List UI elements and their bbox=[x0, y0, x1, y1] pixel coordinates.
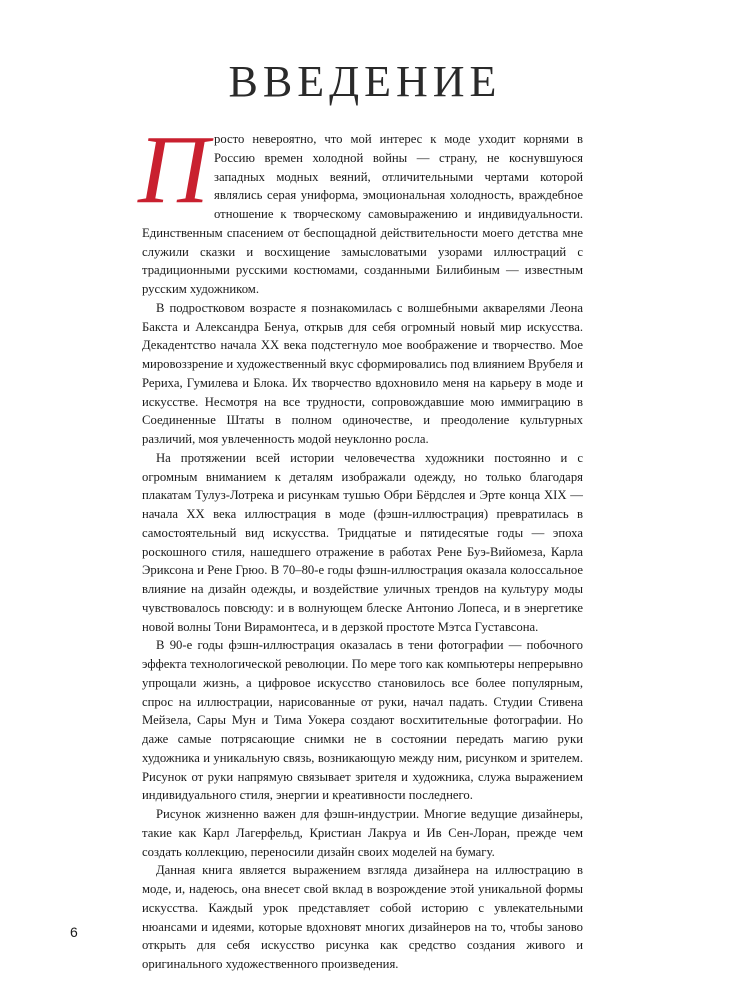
paragraph-4: В 90-е годы фэшн-иллюстрация оказалась в тени фотографии — побочного эффекта технологической революции. По мере того как компьютеры непрерывно упрощали жизнь, а цифровое искусство становилось все более популярным, спрос на иллюстрации, нарисованные от руки, начал падать. Студии Стивена Мейзела, Сары Мун и Тима Уокера создают восхитительные фотографии. Но даже самые потрясающие снимки не в состоянии передать магию руки художника и уникальную связь, возникающую между ним, рисунком и зрителем. Рисунок от руки напрямую связывает зрителя и художника, служа выражением индивидуального стиля, энергии и креативности последнего. bbox=[142, 638, 583, 803]
paragraph-3: На протяжении всей истории человечества художники постоянно и с огромным вниманием к деталям изображали одежду, но только благодаря плакатам Тулуз-Лотрека и рисункам тушью Обри Бёрдслея и Эрте конца XIX — начала XX века иллюстрация в моде (фэшн-иллюстрация) превратилась в самостоятельный вид искусства. Тридцатые и пятидесятые годы — эпоха роскошного стиля, нашедшего отражение в работах Рене Буэ-Вийомеза, Карла Эриксона и Рене Грюо. В 70–80-е годы фэшн-иллюстрация оказала колоссальное влияние на дизайн одежды, и воздействие уличных трендов на культуру моды чувствовалось повсюду: и в волнующем блеске Антонио Лопеса, и в энергетике новой волны Тони Вирамонтеса, и в дерзкой простоте Мэтса Густавсона. bbox=[142, 450, 583, 634]
paragraph-1 bbox=[138, 116, 583, 299]
paragraph-5: Рисунок жизненно важен для фэшн-индустрии. Многие ведущие дизайнеры, такие как Карл Лагерфельд, Кристиан Лакруа и Ив Сен-Лоран, прежде чем создать коллекцию, переносили дизайн своих моделей на бумагу. bbox=[142, 807, 583, 859]
paragraph-6: Данная книга является выражением взгляда дизайнера на иллюстрацию в моде, и, надеюсь, она внесет свой вклад в возрождение этой уникальной формы искусства. Каждый урок представляет собой историю с увлекательными нюансами и идеями, которые вдохновят многих дизайнеров на то, чтобы заново открыть для себя искусство рисунка как средство создания живого и оригинального художественного произведения. bbox=[142, 863, 583, 971]
body-text bbox=[138, 116, 583, 974]
paragraph-1-text: росто невероятно, что мой интерес к моде уходит корнями в Россию времен холодной войны — страну, не коснувшуюся западных модных веяний, отличительными чертами которой являлись серая униформа, эмоциональная холодность, враждебное отношение к творческому самовыражению и индивидуальности. Единственным спасением от беспощадной действительности моего детства мне служили сказки и восхищение замысловатыми узорами иллюстраций с традиционными русскими костюмами, созданными Билибиным — известным русским художником. bbox=[142, 132, 583, 296]
paragraph-2: В подростковом возрасте я познакомилась с волшебными акварелями Леона Бакста и Александра Бенуа, открыв для себя огромный новый мир искусства. Декадентство начала XX века подстегнуло мое воображение и творчество. Мое мировоззрение и художественный вкус сформировались под влиянием Врубеля и Рериха, Гумилева и Блока. Их творчество вдохновило меня на карьеру в моде и искусстве. Несмотря на все трудности, сопровождавшие мою иммиграцию в Соединенные Штаты в полном одиночестве, и преодоление культурных различий, моя увлеченность модой неуклонно росла. bbox=[142, 300, 583, 446]
chapter-heading: ВВЕДЕНИЕ bbox=[228, 57, 502, 106]
page-number: 6 bbox=[70, 924, 78, 940]
drop-cap-letter: П bbox=[138, 116, 209, 224]
